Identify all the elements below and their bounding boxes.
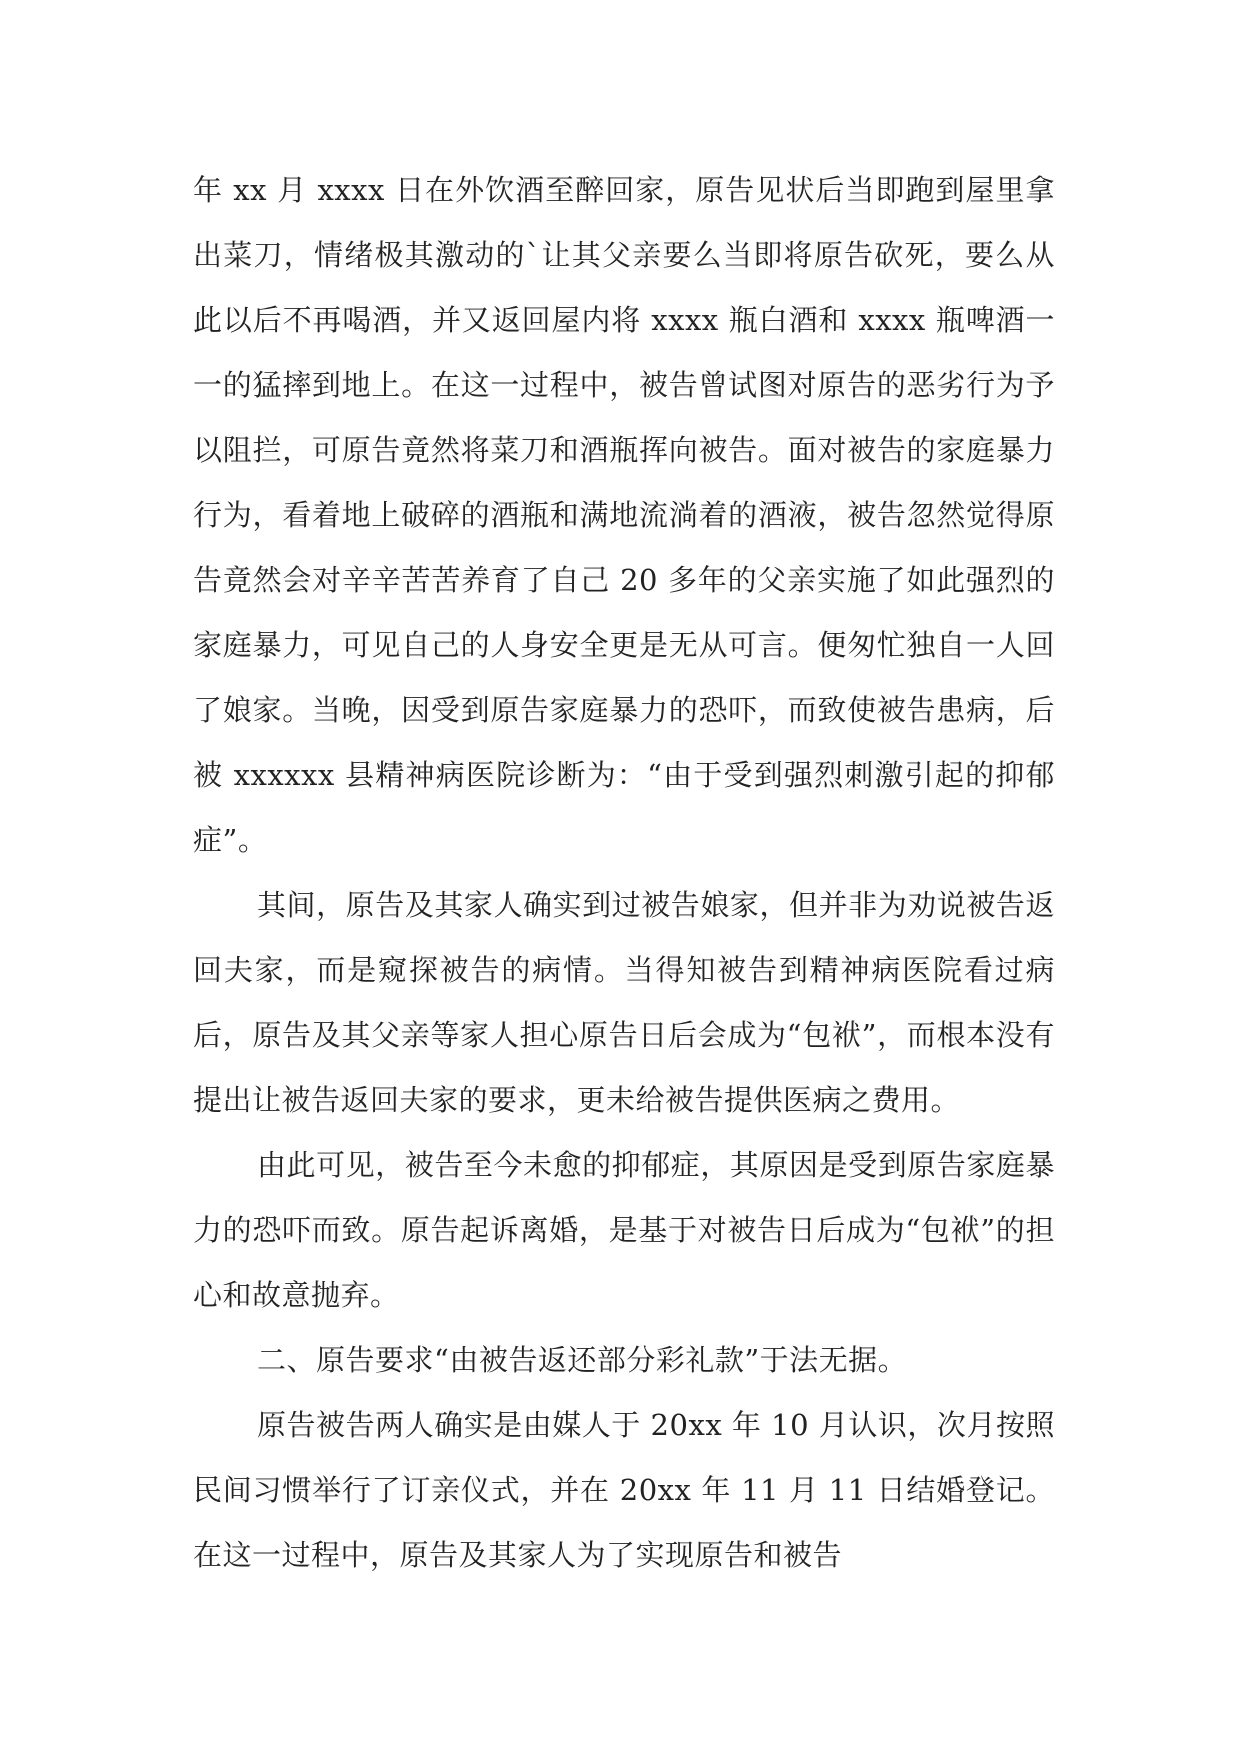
paragraph-family-visit: 其间，原告及其家人确实到过被告娘家，但并非为劝说被告返回夫家，而是窥探被告的病情。当得知被告到精神病医院看过病后，原告及其父亲等家人担心原告日后会成为“包袱”，而根本没有提出让被告返回夫家的要求，更未给被告提供医病之费用。 <box>193 888 1055 1117</box>
paragraph-continued: 年 xx 月 xxxx 日在外饮酒至醉回家，原告见状后当即跑到屋里拿出菜刀，情绪极其激动的`让其父亲要么当即将原告砍死，要么从此以后不再喝酒，并又返回屋内将 xxxx 瓶白酒和 xxxx 瓶啤酒一一的猛摔到地上。在这一过程中，被告曾试图对原告的恶劣行为予以阻拦，可原告竟然将菜刀和酒瓶挥向被告。面对被告的家庭暴力行为，看着地上破碎的酒瓶和满地流淌着的酒液，被告忽然觉得原告竟然会对辛辛苦苦养育了自己 20 多年的父亲实施了如此强烈的家庭暴力，可见自己的人身安全更是无从可言。便匆忙独自一人回了娘家。当晚，因受到原告家庭暴力的恐吓，而致使被告患病，后被 xxxxxx 县精神病医院诊断为：“由于受到强烈刺激引起的抑郁症”。 <box>193 173 1055 857</box>
paragraph-marriage-facts: 原告被告两人确实是由媒人于 20xx 年 10 月认识，次月按照民间习惯举行了订亲仪式，并在 20xx 年 11 月 11 日结婚登记。在这一过程中，原告及其家人为了实现原告和被告 <box>193 1408 1055 1572</box>
section-heading-bride-price: 二、原告要求“由被告返还部分彩礼款”于法无据。 <box>257 1343 908 1377</box>
paragraph-conclusion: 由此可见，被告至今未愈的抑郁症，其原因是受到原告家庭暴力的恐吓而致。原告起诉离婚，是基于对被告日后成为“包袱”的担心和故意抛弃。 <box>193 1148 1055 1312</box>
document-body <box>193 158 1055 1588</box>
